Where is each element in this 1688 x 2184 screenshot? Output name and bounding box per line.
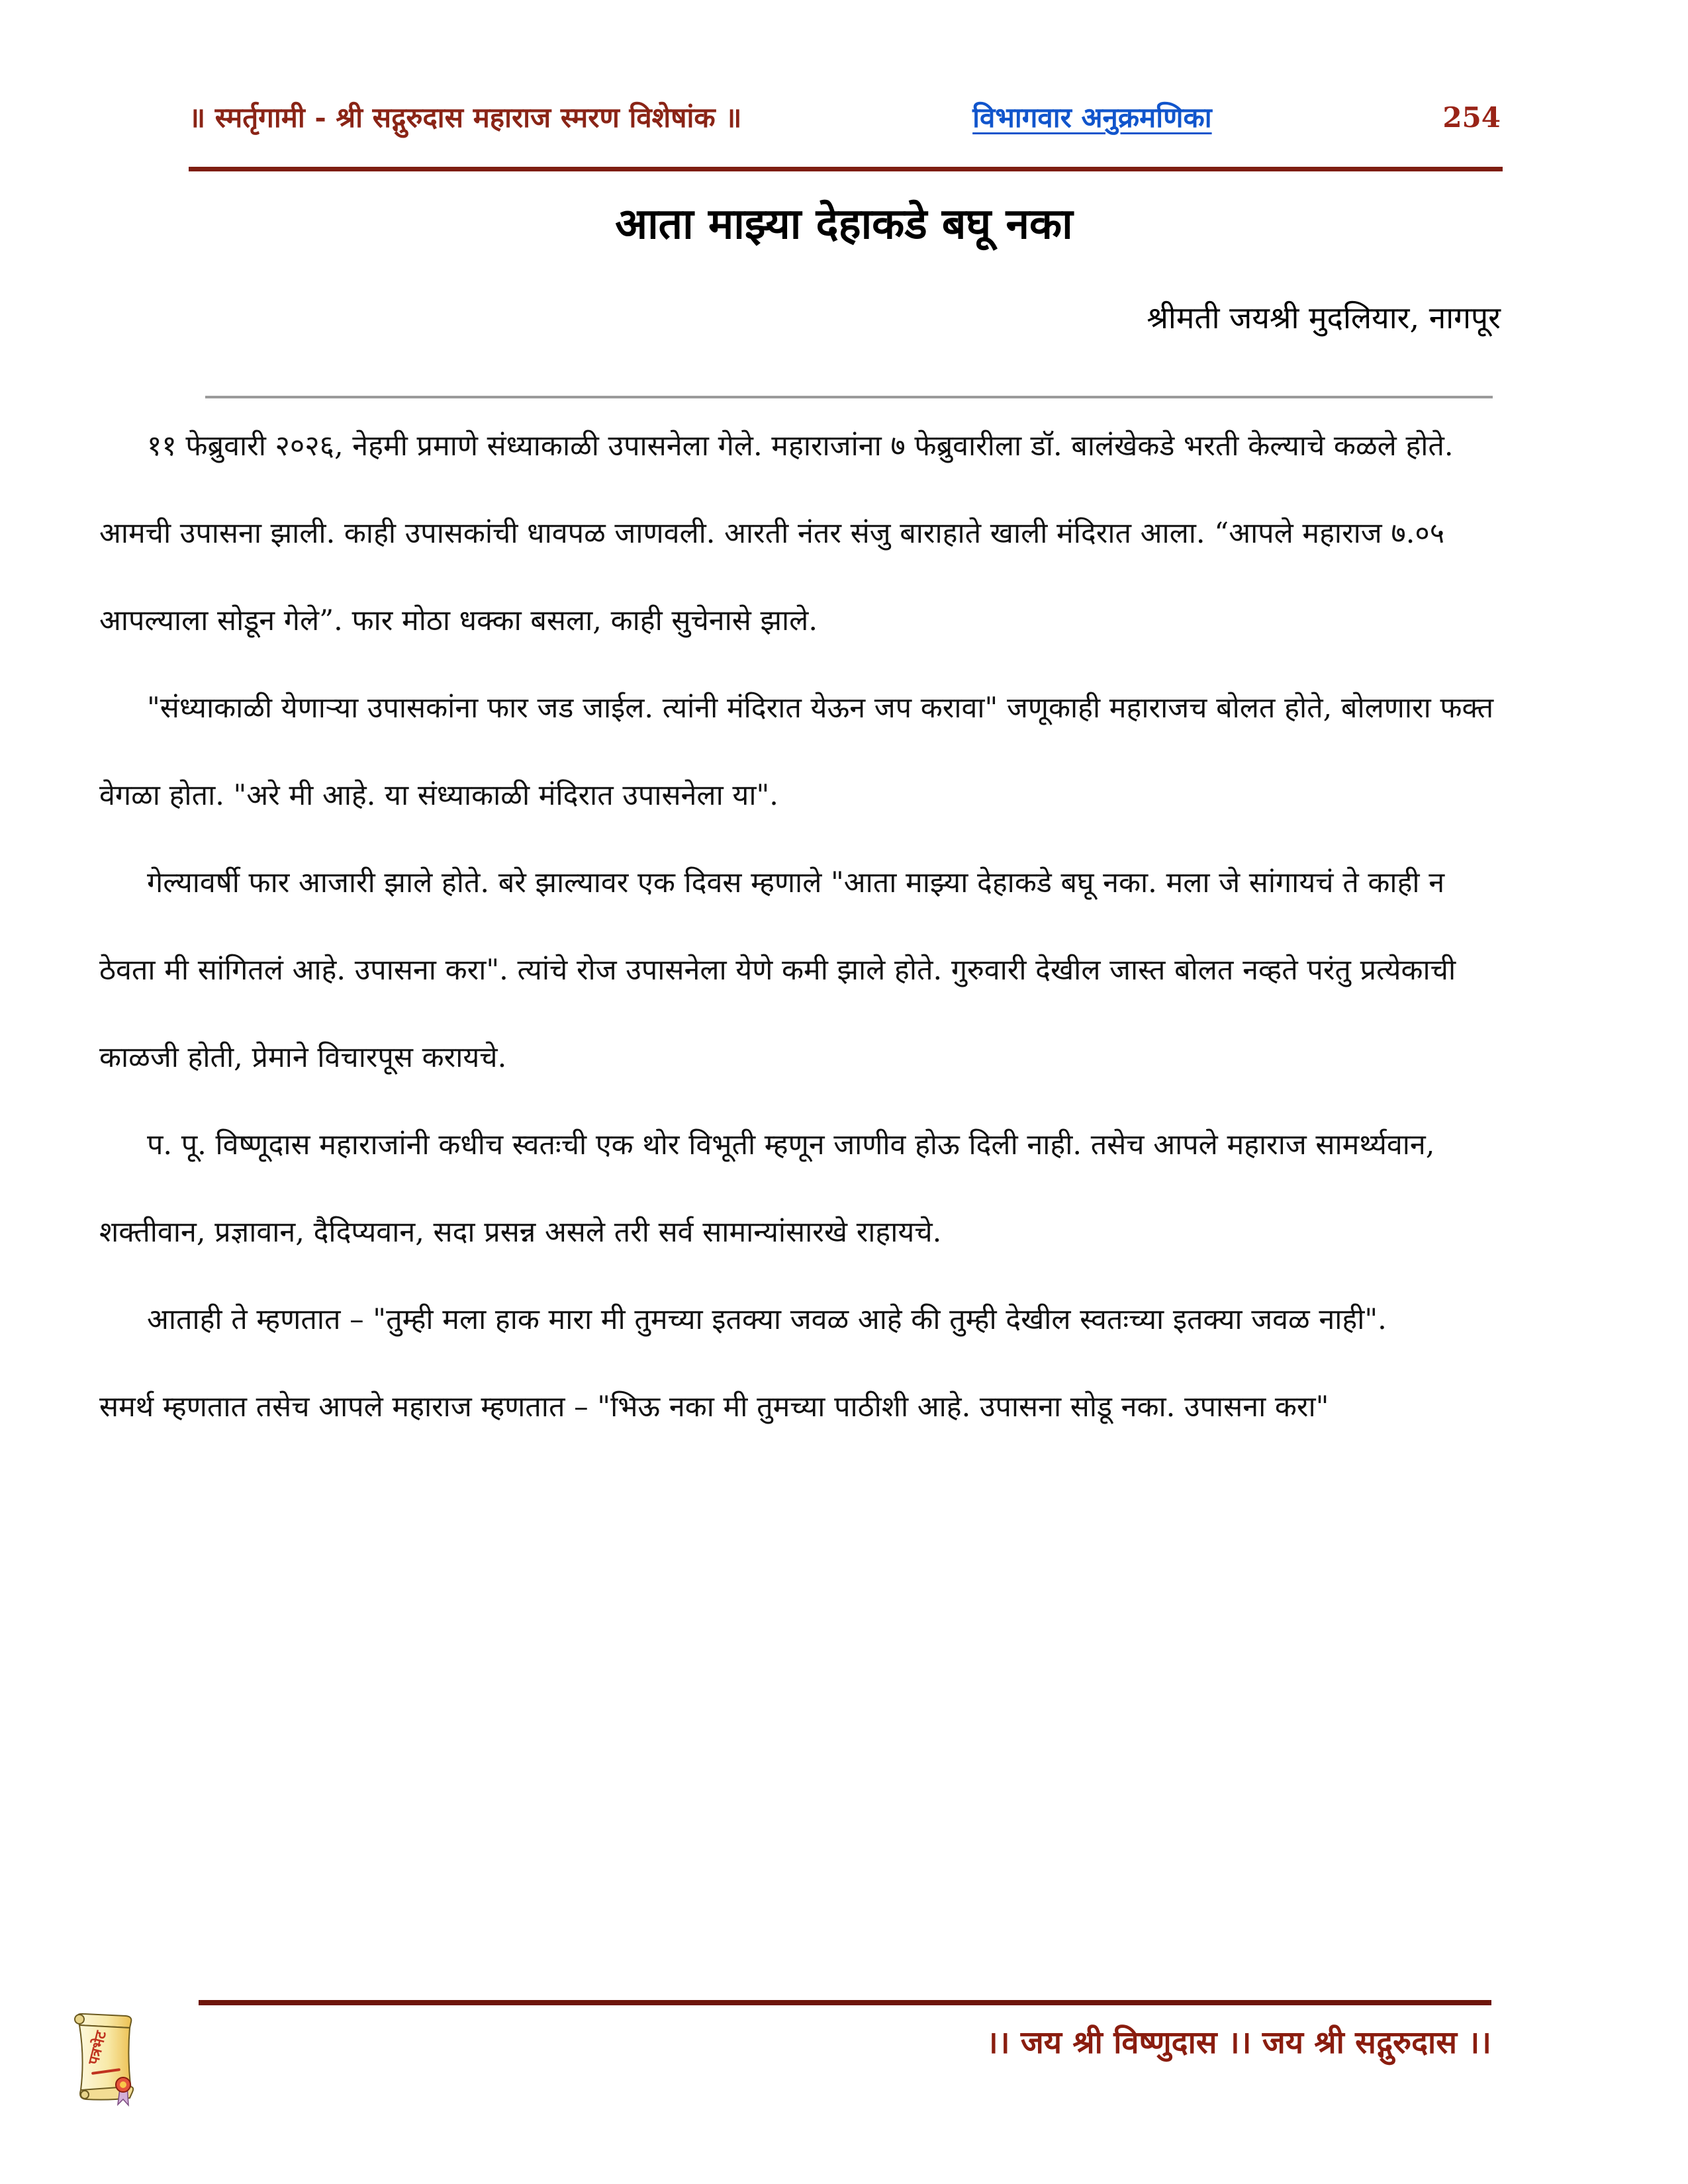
patrabhet-logo: [69, 2012, 143, 2110]
header-title: ॥ स्मर्तृगामी - श्री सद्गुरुदास महाराज स्मरण विशेषांक ॥: [189, 101, 742, 134]
footer-text: ।। जय श्री विष्णुदास ।। जय श्री सद्गुरुदास ।।: [986, 2025, 1491, 2061]
paragraph: ११ फेब्रुवारी २०२६, नेहमी प्रमाणे संध्याकाळी उपासनेला गेले. महाराजांना ७ फेब्रुवारीला डॉ. बालंखेकडे भरती केल्याचे कळले होते. आमची उपासना झाली. काही उपासकांची धावपळ जाणवली. आरती नंतर संजु बाराहाते खाली मंदिरात आला. “आपले महाराज ७.०५ आपल्याला सोडून गेले”. फार मोठा धक्का बसला, काही सुचेनासे झाले.: [99, 430, 1454, 637]
header-divider: [189, 167, 1503, 171]
article-author: श्रीमती जयश्री मुदलियार, नागपूर: [1147, 300, 1501, 336]
paragraph: गेल्यावर्षी फार आजारी झाले होते. बरे झाल्यावर एक दिवस म्हणाले "आता माझ्या देहाकडे बघू नका. मला जे सांगायचं ते काही न ठेवता मी सांगितलं आहे. उपासना करा". त्यांचे रोज उपासनेला येणे कमी झाले होते. गुरुवारी देखील जास्त बोलत नव्हते परंतु प्रत्येकाची काळजी होती, प्रेमाने विचारपूस करायचे.: [99, 866, 1456, 1074]
paragraph: समर्थ म्हणतात तसेच आपले महाराज म्हणतात – "भिऊ नका मी तुमच्या पाठीशी आहे. उपासना सोडू नका. उपासना करा": [99, 1390, 1329, 1424]
article-title: आता माझ्या देहाकडे बघू नका: [615, 199, 1073, 249]
page-number: 254: [1442, 101, 1501, 134]
author-divider: [205, 396, 1493, 398]
page-header: [189, 98, 1501, 136]
paragraph: "संध्याकाळी येणाऱ्या उपासकांना फार जड जाईल. त्यांनी मंदिरात येऊन जप करावा" जणूकाही महाराजच बोलत होते, बोलणारा फक्त वेगळा होता. "अरे मी आहे. या संध्याकाळी मंदिरात उपासनेला या".: [99, 692, 1494, 812]
toc-link[interactable]: विभागवार अनुक्रमणिका: [972, 101, 1212, 134]
paragraph: प. पू. विष्णूदास महाराजांनी कधीच स्वतःची एक थोर विभूती म्हणून जाणीव होऊ दिली नाही. तसेच आपले महाराज सामर्थ्यवान, शक्तीवान, प्रज्ञावान, दैदिप्यवान, सदा प्रसन्न असले तरी सर्व सामान्यांसारखे राहायचे.: [99, 1128, 1435, 1249]
scroll-icon: [69, 2012, 143, 2110]
article-body: [99, 402, 1501, 1451]
paragraph: आताही ते म्हणतात – "तुम्ही मला हाक मारा मी तुमच्या इतक्या जवळ आहे की तुम्ही देखील स्वतःच्या इतक्या जवळ नाही".: [147, 1303, 1387, 1336]
footer-divider: [199, 2000, 1491, 2005]
svg-text:पत्रभेट: पत्रभेट: [85, 2029, 111, 2067]
